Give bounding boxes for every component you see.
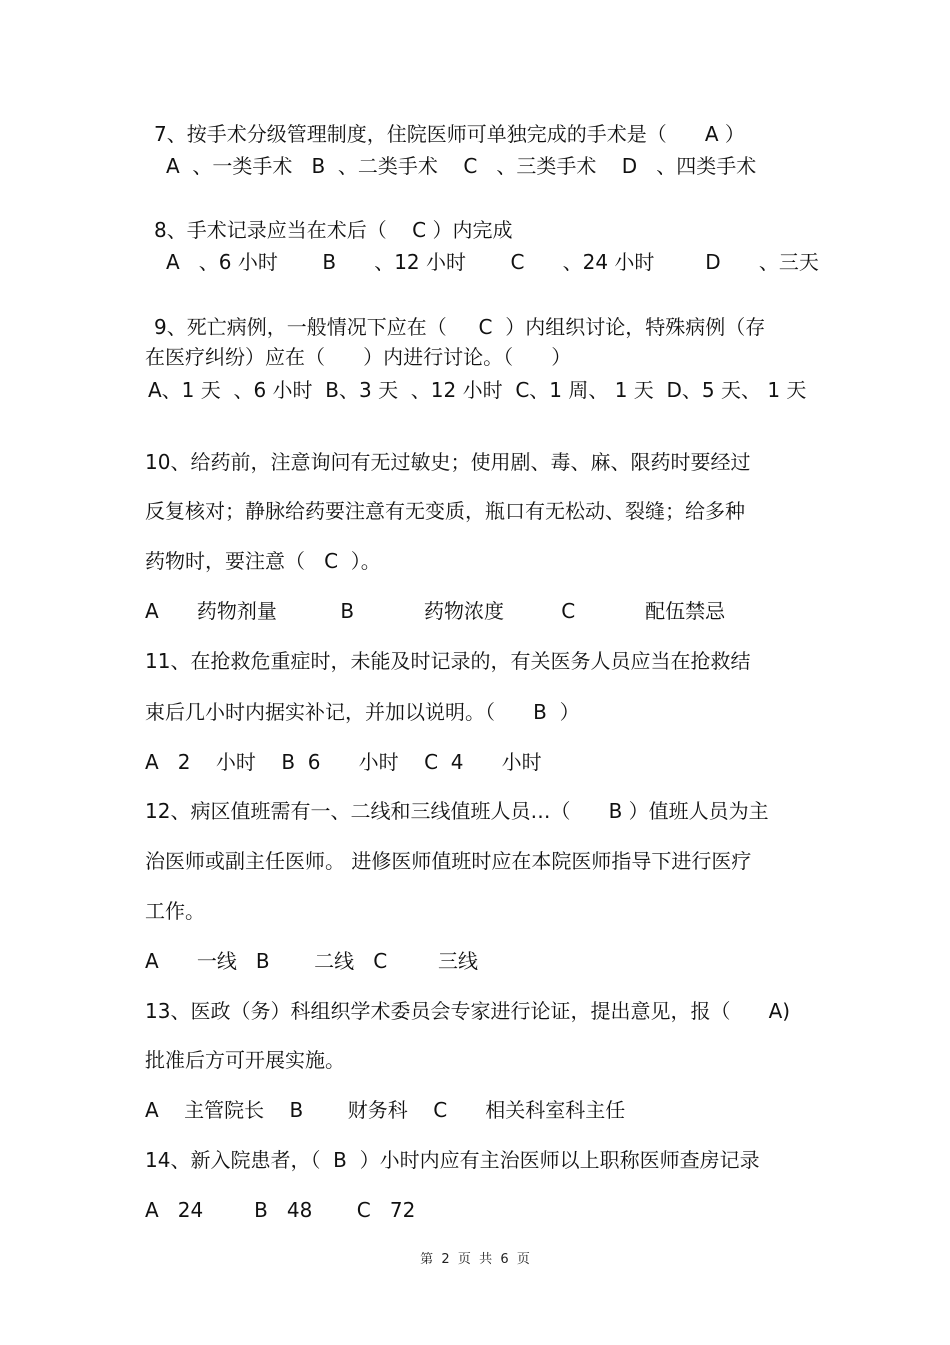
- question-10-options: A 药物剂量 B 药物浓度 C 配伍禁忌: [145, 599, 726, 623]
- question-9-options: A、1 天 、6 小时 B、3 天 、12 小时 C、1 周、 1 天 D、5 天、 1 天: [148, 378, 807, 402]
- question-13-stem-line-1: 13、医政（务）科组织学术委员会专家进行论证，提出意见，报（ A): [145, 999, 791, 1023]
- question-12-options: A 一线 B 二线 C 三线: [145, 949, 479, 973]
- question-9-stem-line-1: 9、死亡病例，一般情况下应在（ C ）内组织讨论，特殊病例（存: [154, 315, 766, 339]
- question-11-stem-line-1: 11、在抢救危重症时，未能及时记录的，有关医务人员应当在抢救结: [145, 649, 751, 673]
- question-13-stem-line-2: 批准后方可开展实施。: [145, 1048, 345, 1072]
- question-12-stem-line-1: 12、病区值班需有一、二线和三线值班人员…（ B ）值班人员为主: [145, 799, 769, 823]
- question-8-stem: 8、手术记录应当在术后（ C ）内完成: [154, 218, 513, 242]
- question-14-stem: 14、新入院患者，（ B ）小时内应有主治医师以上职称医师查房记录: [145, 1148, 760, 1172]
- question-8-options: A 、6 小时 B 、12 小时 C 、24 小时 D 、三天: [166, 250, 819, 274]
- question-11-options: A 2 小时 B 6 小时 C 4 小时: [145, 750, 542, 774]
- question-14-options: A 24 B 48 C 72: [145, 1198, 416, 1222]
- question-10-stem-line-1: 10、给药前，注意询问有无过敏史；使用剧、毒、麻、限药时要经过: [145, 450, 751, 474]
- question-7-stem: 7、按手术分级管理制度，住院医师可单独完成的手术是（ A ）: [154, 122, 745, 146]
- question-7-options: A 、一类手术 B 、二类手术 C 、三类手术 D 、四类手术: [166, 154, 757, 178]
- question-9-stem-line-2: 在医疗纠纷）应在（ ）内进行讨论。（ ）: [145, 345, 572, 369]
- question-13-options: A 主管院长 B 财务科 C 相关科室科主任: [145, 1098, 626, 1122]
- question-10-stem-line-3: 药物时，要注意（ C ）。: [145, 549, 381, 573]
- page-number-footer: 第 2 页 共 6 页: [420, 1252, 530, 1267]
- question-10-stem-line-2: 反复核对；静脉给药要注意有无变质，瓶口有无松动、裂缝；给多种: [145, 499, 745, 523]
- question-11-stem-line-2: 束后几小时内据实补记，并加以说明。（ B ）: [145, 700, 580, 724]
- question-12-stem-line-2: 治医师或副主任医师。 进修医师值班时应在本院医师指导下进行医疗: [145, 849, 752, 873]
- question-12-stem-line-3: 工作。: [145, 899, 205, 923]
